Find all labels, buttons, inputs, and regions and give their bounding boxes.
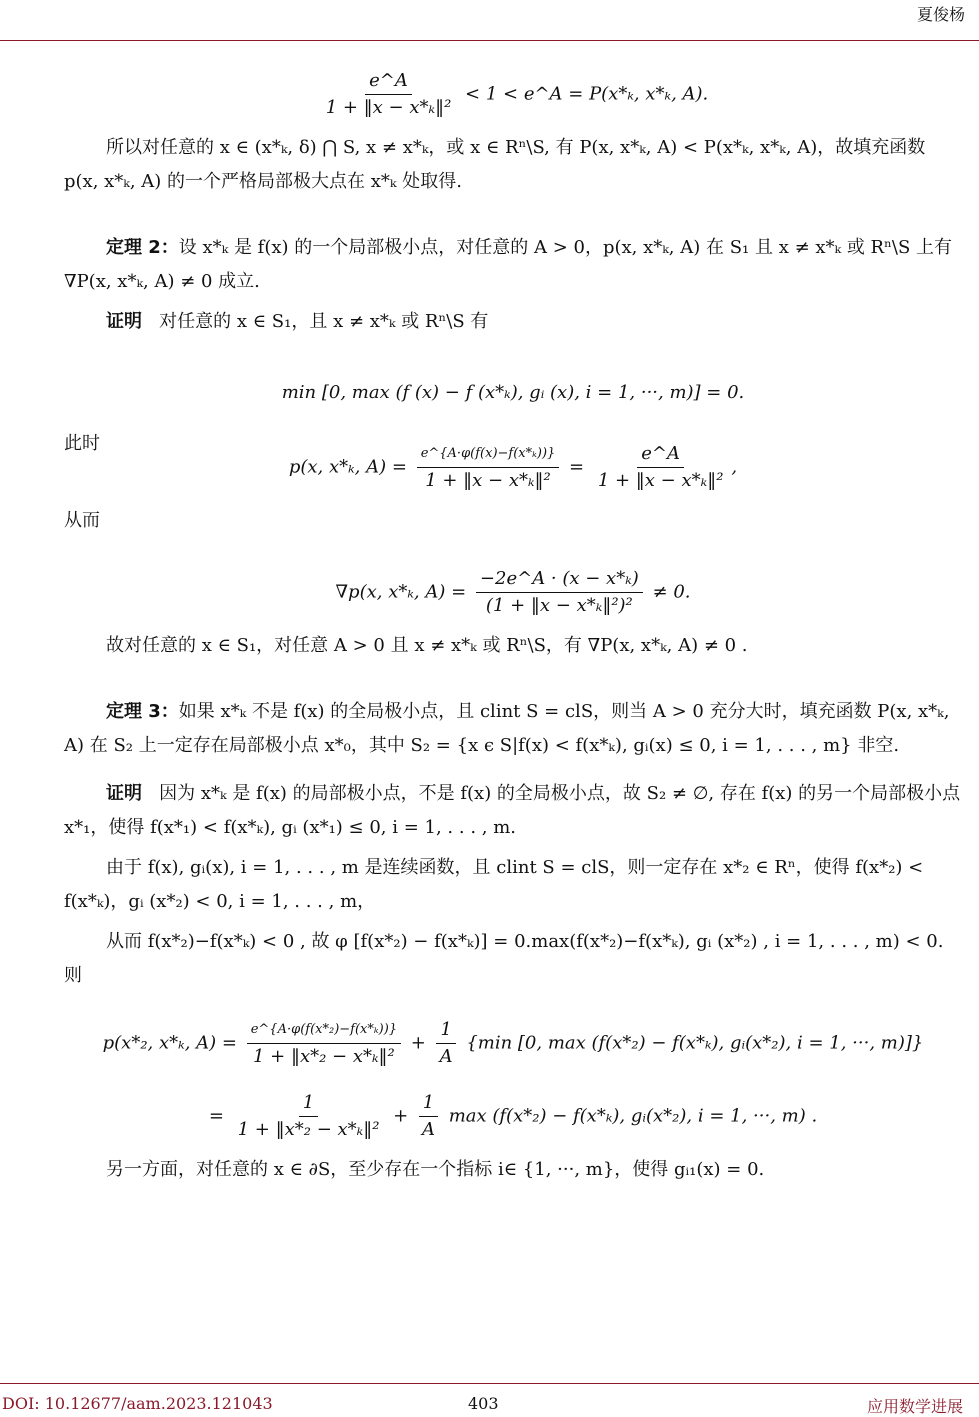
footer-doi[interactable]: DOI: 10.12677/aam.2023.121043 <box>2 1394 273 1413</box>
equation-1 <box>64 68 962 121</box>
eq1-denominator: 1 + ‖x − x*ₖ‖² <box>325 97 452 118</box>
footer-journal[interactable]: 应用数学进展 <box>866 1397 963 1416</box>
proof-3-text: 因为 x*ₖ 是 f(x) 的局部极小点，不是 f(x) 的全局极小点，故 S₂ ≠ ∅, 存在 f(x) 的另一个局部极小点 x*₁，使得 f(x*₁) < f(x*ₖ), gᵢ (x*₁) ≤ 0, i = 1, . . . , m. <box>64 783 961 838</box>
eq6-numerator-2: 1 <box>419 1090 438 1117</box>
label-congr: 从而 <box>64 510 100 531</box>
label-cishi: 此时 <box>64 433 100 454</box>
equation-2: min [0, max (f (x) − f (x*ₖ), gᵢ (x), i = 1, ···, m)] = 0. <box>281 382 745 403</box>
eq1-rest: < 1 < e^A = P(x*ₖ, x*ₖ, A). <box>465 83 709 105</box>
footer-page-number: 403 <box>468 1394 499 1413</box>
eq5-numerator-2: 1 <box>436 1017 455 1044</box>
page-footer <box>0 1383 979 1415</box>
proof-2-label: 证明 <box>106 311 142 332</box>
theorem-3-text: 如果 x*ₖ 不是 f(x) 的全局极小点，且 clint S = clS，则当 A > 0 充分大时，填充函数 P(x, x*ₖ, A) 在 S₂ 上一定存在局部极小点 x*₀，其中 S₂ = {x ϵ S|f(x) < f(x*ₖ), gᵢ(x) ≤ 0, i = 1, . . . , m} 非空. <box>64 701 950 756</box>
paragraph-2: 故对任意的 x ∈ S₁，对任意 A > 0 且 x ≠ x*ₖ 或 Rⁿ\S，有 ∇P(x, x*ₖ, A) ≠ 0 . <box>106 635 748 656</box>
eq4-denominator: (1 + ‖x − x*ₖ‖²)² <box>485 595 633 616</box>
proof-2 <box>64 305 962 339</box>
eq1-numerator: e^A <box>365 68 412 95</box>
eq5-numerator-1: e^{A·φ(f(x*₂)−f(x*ₖ))} <box>247 1017 401 1044</box>
eq6-rest: max (f(x*₂) − f(x*ₖ), gᵢ(x*₂), i = 1, ···, m) . <box>448 1105 818 1127</box>
proof-3-label: 证明 <box>106 783 142 804</box>
page-content <box>64 58 962 1187</box>
eq6-denominator-1: 1 + ‖x*₂ − x*ₖ‖² <box>237 1119 380 1140</box>
theorem-2-text: 设 x*ₖ 是 f(x) 的一个局部极小点，对任意的 A > 0，p(x, x*ₖ, A) 在 S₁ 且 x ≠ x*ₖ 或 Rⁿ\S 上有 ∇P(x, x*ₖ, A) ≠ 0 成立. <box>64 237 953 292</box>
eq5-lhs: p(x*₂, x*ₖ, A) = <box>102 1032 237 1054</box>
paragraph-4: 从而 f(x*₂)−f(x*ₖ) < 0 , 故 φ [f(x*₂) − f(x*ₖ)] = 0.max(f(x*₂)−f(x*ₖ), gᵢ (x*₂) , i = 1, . . . , m) < 0. 则 <box>64 931 944 986</box>
theorem-3 <box>64 695 962 763</box>
eq5-denominator-2: A <box>439 1046 453 1067</box>
proof-2-text: 对任意的 x ∈ S₁，且 x ≠ x*ₖ 或 Rⁿ\S 有 <box>159 311 489 332</box>
eq6-denominator-2: A <box>421 1119 435 1140</box>
equation-6: = $\frac{1}{\text{1 + ‖x*₂ − x*ₖ‖²}}$ + $\frac{1}{A}$ max (f(x*₂) − f(x*ₖ), gᵢ(x*₂), i = 1, ···, m) . <box>64 1090 962 1143</box>
eq3-lhs: p(x, x*ₖ, A) = <box>288 456 407 478</box>
paragraph-5: 另一方面，对任意的 x ∈ ∂S，至少存在一个指标 i∈ {1, ···, m}，使得 gᵢ₁(x) = 0. <box>106 1159 765 1180</box>
eq3-numerator-1: e^{A·φ(f(x)−f(x*ₖ))} <box>417 441 560 468</box>
eq5-denominator-1: 1 + ‖x*₂ − x*ₖ‖² <box>252 1046 395 1067</box>
paragraph-1: 所以对任意的 x ∈ (x*ₖ, δ) ⋂ S, x ≠ x*ₖ，或 x ∈ Rⁿ\S, 有 P(x, x*ₖ, A) < P(x*ₖ, x*ₖ, A)，故填充函数 p(x, x*ₖ, A) 的一个严格局部极大点在 x*ₖ 处取得. <box>64 137 926 192</box>
eq4-rest: ≠ 0. <box>652 581 691 603</box>
theorem-3-label: 定理 3： <box>106 701 179 722</box>
paragraph-3: 由于 f(x), gᵢ(x), i = 1, . . . , m 是连续函数，且 clint S = clS，则一定存在 x*₂ ∈ Rⁿ，使得 f(x*₂) < f(x*ₖ)，gᵢ (x*₂) < 0, i = 1, . . . , m， <box>64 857 924 912</box>
eq6-numerator-1: 1 <box>299 1090 318 1117</box>
theorem-2-label: 定理 2： <box>106 237 179 258</box>
header-author: 夏俊杨 <box>916 5 965 24</box>
proof-3 <box>64 777 962 845</box>
equation-4 <box>64 566 962 619</box>
page-header <box>0 0 979 41</box>
eq3-denominator-1: 1 + ‖x − x*ₖ‖² <box>425 470 551 491</box>
equation-5: p(x*₂, x*ₖ, A) = $\frac{\text{e\textasciicircum{}\{A·φ(f(x*₂)−f(x*ₖ))\}}}{\text{1 + ‖x*₂ − x*ₖ‖²}}$ + $\frac{1}{A}$ {min [0, max (f(x*₂) − f(x*ₖ), gᵢ(x*₂), i = 1, ···, m)]} <box>64 1017 962 1070</box>
eq5-rest: {min [0, max (f(x*₂) − f(x*ₖ), gᵢ(x*₂), i = 1, ···, m)]} <box>466 1032 924 1054</box>
eq3-numerator-2: e^A <box>637 441 684 468</box>
eq3-denominator-2: 1 + ‖x − x*ₖ‖² <box>597 470 724 491</box>
equation-3: p(x, x*ₖ, A) = $\frac{\text{e\textasciicircum{}\{A·φ(f(x)−f(x*ₖ))\}}}{\text{1 + ‖x − x*ₖ‖²}}$ = $\frac{e\^{}A}{\text{1 + ‖x − x*ₖ‖²}}$ , <box>64 441 962 494</box>
eq4-lhs: ∇p(x, x*ₖ, A) = <box>335 581 467 603</box>
eq4-numerator: −2e^A · (x − x*ₖ) <box>476 566 643 593</box>
theorem-2 <box>64 231 962 299</box>
